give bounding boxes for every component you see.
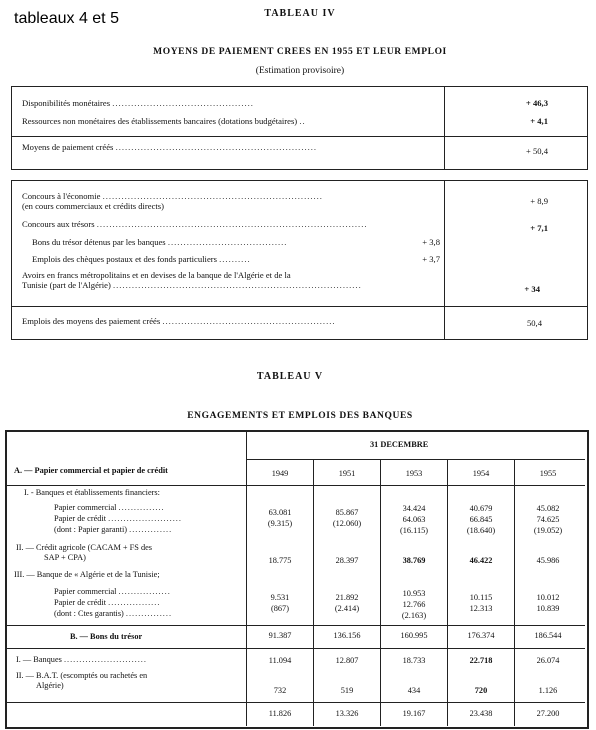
total-1951: 13.326	[335, 709, 359, 718]
b-1954: 176.374	[467, 631, 495, 640]
b2-1951: 519	[340, 686, 354, 695]
b2-label-2: Algérie)	[36, 681, 64, 690]
b-1949: 91.387	[268, 631, 292, 640]
ii-1954: 46.422	[469, 556, 493, 565]
row-divider	[6, 625, 585, 626]
b2-1955: 1.126	[538, 686, 558, 695]
section-ii-label: II. — Crédit agricole (CACAM + FS des	[16, 543, 153, 552]
b1-1949: 11.094	[268, 656, 292, 665]
b2-1954: 720	[474, 686, 488, 695]
box2-sub-row-1: Bons du trésor détenus par les banques ......................................	[32, 237, 288, 247]
b1-1953: 18.733	[402, 656, 426, 665]
row-divider	[12, 136, 587, 137]
iii-1949: 9.531 (867)	[270, 593, 290, 613]
b2-1953: 434	[407, 686, 421, 695]
i-1954: 40.679 66.845 (18.640)	[466, 504, 496, 535]
tableau-iv-title: TABLEAU IV	[264, 8, 336, 19]
column-divider	[444, 87, 445, 169]
total-1954: 23.438	[469, 709, 493, 718]
b-1951: 136.156	[333, 631, 361, 640]
i-1951: 85.867 (12.060)	[332, 508, 362, 528]
box2-concours-tresors: Concours aux trésors ......................................................................................	[22, 219, 368, 229]
tableau-iv-subheading: (Estimation provisoire)	[255, 66, 345, 76]
box2-sub-row-1-value: + 3,8	[422, 237, 440, 247]
box2-concours-tresors-value: + 7,1	[530, 223, 548, 233]
total-1953: 19.167	[402, 709, 426, 718]
year-1949: 1949	[271, 469, 289, 478]
i-line-2: Papier de crédit ........................	[54, 514, 182, 523]
b1-1951: 12.807	[335, 656, 359, 665]
b2-label: II. — B.A.T. (escomptés ou rachetés en	[16, 671, 148, 680]
section-ii-label-2: SAP + CPA)	[44, 553, 86, 562]
i-line-3: (dont : Papier garanti) ..............	[54, 525, 173, 534]
tableau-v-heading: ENGAGEMENTS ET EMPLOIS DES BANQUES	[187, 411, 413, 421]
year-1953: 1953	[405, 469, 423, 478]
section-a-label: A. — Papier commercial et papier de crédit	[14, 466, 168, 475]
b-1955: 186.544	[534, 631, 562, 640]
ii-1953: 38.769	[402, 556, 426, 565]
iii-1954: 10.115 12.313	[469, 593, 493, 613]
box2-total-value: 50,4	[526, 318, 542, 328]
iii-1951: 21.892 (2.414)	[334, 593, 360, 613]
row-divider	[12, 306, 587, 307]
box1-row-2: Ressources non monétaires des établissements bancaires (dotations budgétaires) ..	[22, 116, 306, 126]
iii-1955: 10.012 10.839	[536, 593, 560, 613]
i-1955: 45.082 74.625 (19.052)	[533, 504, 563, 535]
box2-sub-row-2-value: + 3,7	[422, 254, 440, 264]
column-divider	[444, 181, 445, 339]
date-header: 31 DECEMBRE	[370, 440, 429, 449]
b1-label: I. — Banques ...........................	[16, 655, 147, 664]
box1-row-2-value: + 4,1	[530, 116, 548, 126]
corner-note: tableaux 4 et 5	[14, 10, 119, 27]
box2-sub-row-2: Emplois des chèques postaux et des fonds particuliers ..........	[32, 254, 251, 264]
total-1949: 11.826	[268, 709, 292, 718]
total-1955: 27.200	[536, 709, 560, 718]
box2-avoirs-detail: Tunisie (part de l'Algérie) ...............................................................................	[22, 280, 362, 290]
i-1953: 34.424 64.063 (16.115)	[399, 504, 429, 535]
ii-1951: 28.397	[335, 556, 359, 565]
year-1954: 1954	[472, 469, 490, 478]
row-divider	[6, 702, 585, 703]
box2-concours-economie-value: + 8,9	[530, 196, 548, 206]
box2-avoirs: Avoirs en francs métropolitains et en devises de la banque de l'Algérie et de la	[22, 270, 291, 280]
section-iii-label: III. — Banque de « Algérie et de la Tunisie;	[14, 570, 160, 579]
tableau-v-title: TABLEAU V	[256, 371, 324, 382]
iii-line-3: (dont : Ctes garantis) ...............	[54, 609, 173, 618]
box2-concours-economie: Concours à l'économie ......................................................................	[22, 191, 323, 201]
tableau-iv-heading: MOYENS DE PAIEMENT CREES EN 1955 ET LEUR EMPLOI	[153, 47, 447, 57]
box2-concours-economie-detail: (en cours commerciaux et crédits directs)	[22, 201, 164, 211]
year-1951: 1951	[338, 469, 356, 478]
iii-1953: 10.953 12.766 (2.163)	[401, 589, 427, 620]
iii-line-2: Papier de crédit .................	[54, 598, 161, 607]
row-divider	[6, 485, 585, 486]
row-divider	[247, 459, 585, 460]
box2-total-row: Emplois des moyens des paiement créés .......................................................	[22, 316, 336, 326]
iii-line-1: Papier commercial .................	[54, 587, 171, 596]
section-b-label: B. — Bons du trésor	[70, 632, 143, 641]
box1-total-row: Moyens de paiement créés ................................................................	[22, 142, 318, 152]
year-1955: 1955	[539, 469, 557, 478]
i-1949: 63.081 (9.315)	[267, 508, 293, 528]
b-1953: 160.995	[400, 631, 428, 640]
i-line-1: Papier commercial ...............	[54, 503, 165, 512]
ii-1955: 45.986	[536, 556, 560, 565]
ii-1949: 18.775	[268, 556, 292, 565]
section-i-label: I. - Banques et établissements financiers:	[24, 488, 160, 497]
b2-1949: 732	[273, 686, 287, 695]
box1-row-1-value: + 46,3	[525, 98, 548, 108]
box1-total-value: + 50,4	[525, 146, 548, 156]
row-divider	[6, 648, 585, 649]
b1-1955: 26.074	[536, 656, 560, 665]
box1-row-1: Disponibilités monétaires .............................................	[22, 98, 254, 108]
b1-1954: 22.718	[469, 656, 493, 665]
box2-avoirs-value: + 34	[524, 284, 540, 294]
